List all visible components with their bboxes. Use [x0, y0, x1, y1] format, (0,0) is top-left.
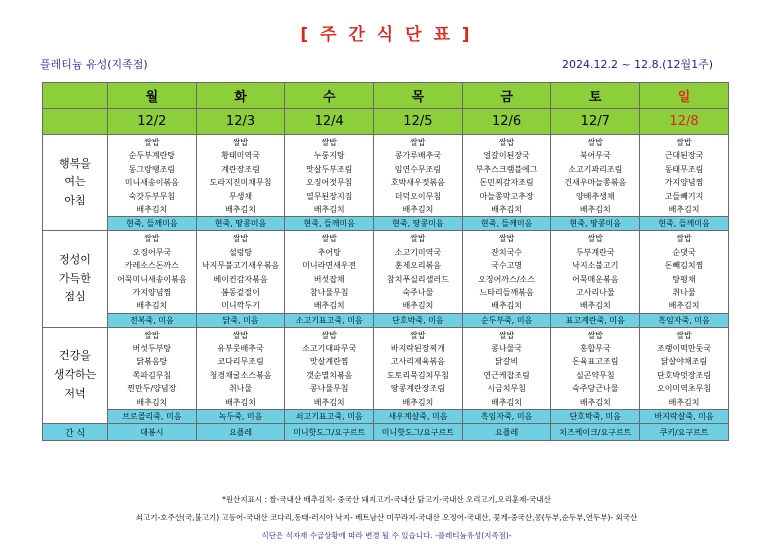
- menu-item: 가지양념찜: [664, 178, 704, 188]
- menu-item: 쌀밥: [676, 234, 692, 244]
- meal-row: [43, 231, 729, 313]
- menu-period: 2024.12.2 ~ 12.8.(12월1주): [561, 58, 713, 71]
- menu-item: 돈민찌감자조림: [479, 178, 534, 188]
- menu-item: 배추김치: [668, 397, 700, 407]
- menu-item: 취나물: [228, 384, 253, 394]
- snack-cell: 미니핫도그/요구르트: [285, 424, 374, 441]
- menu-item: 낙지무불고기새우볶음: [201, 261, 280, 271]
- menu-item: 두부계란국: [575, 247, 615, 257]
- notice: 식단은 식자재 수급상황에 따라 변경 될 수 있습니다. -플레티늄유성(지족점)-: [261, 531, 512, 540]
- meal-cell: [196, 327, 285, 409]
- menu-item: 어묵미니새송이볶음: [117, 274, 187, 284]
- menu-item: 배추김치: [491, 397, 523, 407]
- menu-item: 배추김치: [313, 301, 345, 311]
- meal-cell: [196, 231, 285, 313]
- date-row: [43, 109, 729, 135]
- day-name: 수: [285, 83, 374, 109]
- meal-label-line: 아침: [64, 194, 86, 208]
- meal-label-line: 행복을: [59, 156, 91, 170]
- porridge-cell: 순두부죽, 미음: [462, 313, 551, 327]
- day-name: 토: [551, 83, 640, 109]
- weekly-menu-table: [42, 82, 729, 441]
- menu-item: 쌀밥: [410, 138, 426, 147]
- menu-item: 북어무국: [579, 151, 611, 161]
- menu-item: 호박새우젓볶음: [390, 178, 445, 188]
- menu-item: 고사리나물: [575, 287, 615, 297]
- meal-cell: [196, 135, 285, 217]
- menu-item: 소고기대파무국: [302, 344, 357, 354]
- menu-item: 근대된장국: [664, 151, 704, 161]
- day-date: 12/3: [196, 109, 285, 135]
- menu-item: 건새우마늘쫑볶음: [564, 178, 627, 188]
- snack-cell: 쿠키/요구르트: [640, 424, 729, 441]
- meal-cell: [285, 231, 374, 313]
- store-name: 플레티늄 유성(지족점): [40, 58, 148, 71]
- menu-item: 느타리들깨볶음: [479, 287, 534, 297]
- porridge-cell: 소고기표고죽, 미음: [285, 313, 374, 327]
- menu-item: 미니새송이볶음: [124, 178, 179, 188]
- menu-item: 도라지진미채무침: [209, 178, 272, 188]
- porridge-row: [43, 313, 729, 327]
- menu-item: 봄동겉절이: [221, 287, 260, 297]
- day-date: 12/8: [640, 109, 729, 135]
- meal-label: [43, 231, 108, 327]
- menu-item: 소고기미역국: [394, 247, 442, 257]
- porridge-cell: 전복죽, 미음: [108, 313, 197, 327]
- porridge-cell: 쇠고기표고죽, 미음: [285, 410, 374, 424]
- menu-item: 쌀밥: [676, 330, 692, 340]
- menu-item: 배추김치: [136, 204, 168, 214]
- porridge-cell: 표고계란죽, 미음: [551, 313, 640, 327]
- snack-cell: 요플레: [462, 424, 551, 441]
- menu-item: 청경채굴소스볶음: [209, 370, 272, 380]
- menu-item: 쌀밥: [321, 330, 337, 340]
- porridge-cell: 단호박죽, 미음: [551, 410, 640, 424]
- menu-item: 오징어까스/소스: [478, 274, 535, 284]
- menu-item: 쌀밥: [144, 138, 160, 147]
- menu-item: 배추김치: [402, 397, 434, 407]
- menu-item: 맛살계란찜: [309, 357, 349, 367]
- meal-cell: [462, 231, 551, 313]
- meal-cell: [108, 327, 197, 409]
- menu-item: 오징어젓무침: [306, 178, 353, 188]
- porridge-cell: 현죽, 땅콩미음: [374, 217, 463, 231]
- menu-item: 바지락된장찌개: [390, 344, 445, 354]
- meal-cell: [640, 231, 729, 313]
- menu-item: 추어탕: [317, 247, 341, 257]
- menu-item: 쌀밥: [232, 138, 249, 147]
- menu-item: 땅콩계란장조림: [390, 384, 445, 394]
- menu-item: 배추김치: [225, 204, 256, 214]
- day-name: 금: [462, 83, 551, 109]
- menu-item: 누룽지탕: [313, 151, 345, 161]
- menu-item: 배추김치: [491, 301, 523, 311]
- menu-item: 쌀밥: [498, 138, 515, 147]
- menu-item: 버섯두부탕: [132, 344, 172, 354]
- menu-item: 콩가루배추국: [394, 151, 442, 161]
- porridge-cell: 흑임자죽, 미음: [640, 313, 729, 327]
- meal-cell: [374, 231, 463, 313]
- menu-item: 오이미역초무침: [656, 384, 712, 394]
- menu-item: 얼갈이된장국: [483, 151, 530, 161]
- menu-item: 순댓국: [672, 247, 696, 257]
- menu-item: 배추김치: [136, 301, 168, 311]
- snack-cell: 미니핫도그/요구르트: [374, 424, 463, 441]
- menu-item: 훈제오리볶음: [394, 261, 442, 271]
- meal-label: [43, 135, 108, 231]
- menu-item: 설렁탕: [228, 247, 253, 257]
- menu-item: 취나물: [672, 287, 696, 297]
- menu-item: 쌀밥: [587, 330, 604, 340]
- meal-label-line: 정성이: [59, 252, 91, 266]
- menu-item: 시금치무침: [487, 384, 526, 394]
- day-name: 일: [640, 83, 729, 109]
- day-date: 12/6: [462, 109, 551, 135]
- menu-item: 카레소스돈까스: [124, 261, 179, 271]
- menu-item: 쪽파김무침: [132, 370, 172, 380]
- meal-row: [43, 135, 729, 217]
- meal-cell: [374, 327, 463, 409]
- menu-item: 쌀밥: [232, 330, 249, 340]
- porridge-cell: 현죽, 들깨미음: [640, 217, 729, 231]
- menu-item: 무생채: [228, 191, 253, 201]
- origin-line-2: 쇠고기-호주산(국,불고기) 고등어-국내산 코다리,동태-러시아 낙지- 베트남산 미꾸라지-국내산 오징어-국내산, 꽃게-중국산,콩(두부,순두부,연두부)- 외국산: [135, 513, 638, 522]
- menu-item: 유부뭇배추국: [217, 344, 264, 354]
- menu-item: 숙주나물: [402, 287, 434, 297]
- meal-label-line: 저녁: [64, 386, 86, 400]
- menu-item: 숙주당근나물: [572, 384, 619, 394]
- menu-item: 미니라면새우전: [302, 261, 357, 271]
- porridge-cell: 녹두죽, 미음: [196, 410, 285, 424]
- menu-item: 낙지소불고기: [572, 261, 619, 271]
- porridge-row: [43, 217, 729, 231]
- menu-item: 계란장조림: [221, 164, 260, 174]
- menu-item: 고사리제육볶음: [390, 357, 445, 367]
- day-date: 12/7: [551, 109, 640, 135]
- meal-cell: [640, 135, 729, 217]
- menu-item: 마늘쫑막고추장: [479, 191, 534, 201]
- meal-label-line: 점심: [64, 290, 86, 304]
- day-name: 월: [108, 83, 197, 109]
- menu-item: 숙갓두부무침: [128, 191, 176, 201]
- meal-label-line: 생각하는: [53, 368, 97, 382]
- menu-item: 오징어무국: [132, 247, 172, 257]
- menu-item: 배추김치: [668, 301, 700, 311]
- origin-line-1: *원산지표시 : 쌀-국내산 배추김치- 중국산 돼지고기-국내산 닭고기-국내산 오리고기,오리훈제-국내산: [222, 495, 551, 504]
- menu-item: 쌀밥: [144, 330, 160, 340]
- day-date: 12/2: [108, 109, 197, 135]
- menu-item: 도토리묵김치무침: [386, 370, 449, 380]
- menu-item: 미니깍두기: [221, 301, 260, 311]
- meal-cell: [551, 231, 640, 313]
- porridge-cell: 닭죽, 미음: [196, 313, 285, 327]
- porridge-row: [43, 410, 729, 424]
- porridge-cell: 현죽, 들깨미음: [285, 217, 374, 231]
- meal-cell: [108, 231, 197, 313]
- day-header-row: [43, 83, 729, 109]
- meal-cell: [285, 135, 374, 217]
- menu-item: 조랭이떡만둣국: [656, 344, 712, 354]
- corner-cell: [43, 109, 108, 135]
- meal-cell: [551, 135, 640, 217]
- menu-item: 쌀밥: [498, 330, 515, 340]
- menu-item: 돈빼김치찜: [664, 261, 704, 271]
- meal-cell: [285, 327, 374, 409]
- day-name: 화: [196, 83, 285, 109]
- menu-item: 닭볶음탕: [136, 357, 168, 367]
- menu-item: 배추김치: [579, 204, 611, 214]
- meal-cell: [462, 135, 551, 217]
- porridge-cell: 현죽, 땅콩미음: [551, 217, 640, 231]
- porridge-cell: 바지락살죽, 미음: [640, 410, 729, 424]
- menu-item: 버섯잡채: [313, 274, 345, 284]
- menu-item: 홍합무국: [579, 344, 611, 354]
- menu-item: 동태무조림: [664, 164, 704, 174]
- porridge-cell: 흑임자죽, 미음: [462, 410, 551, 424]
- meal-cell: [374, 135, 463, 217]
- day-name: 목: [374, 83, 463, 109]
- menu-item: 쌀밥: [410, 234, 426, 244]
- menu-item: 참치푸실리샐러드: [386, 274, 449, 284]
- menu-item: 배추김치: [313, 397, 345, 407]
- menu-item: 쌀밥: [410, 330, 426, 340]
- page-title: [ 주 간 식 단 표 ]: [300, 25, 473, 45]
- menu-item: 찐만두/양념장: [127, 384, 177, 394]
- day-date: 12/4: [285, 109, 374, 135]
- meal-row: [43, 327, 729, 409]
- meal-cell: [108, 135, 197, 217]
- menu-item: 연근케찹조림: [483, 370, 530, 380]
- menu-item: 고들빼기지: [664, 191, 704, 201]
- menu-item: 국수고명: [491, 261, 523, 271]
- meal-label-line: 여는: [64, 175, 86, 189]
- menu-item: 동그랑땡조림: [128, 164, 176, 174]
- porridge-cell: 현죽, 들깨미음: [108, 217, 197, 231]
- menu-item: 순두부계란탕: [128, 151, 176, 161]
- menu-item: 돈육표고조림: [572, 357, 619, 367]
- menu-item: 배추김치: [402, 301, 434, 311]
- menu-item: 양배추생채: [575, 191, 615, 201]
- menu-item: 닭갈비: [495, 357, 519, 367]
- meal-cell: [640, 327, 729, 409]
- menu-item: 쌀밥: [676, 138, 692, 147]
- menu-item: 갯순멸치볶음: [306, 370, 353, 380]
- snack-row: [43, 424, 729, 441]
- menu-item: 쌀밥: [321, 138, 337, 147]
- menu-item: 가지양념찜: [132, 287, 172, 297]
- menu-item: 배추김치: [402, 204, 434, 214]
- menu-item: 참나물무침: [309, 287, 349, 297]
- menu-item: 잔치국수: [491, 247, 523, 257]
- porridge-cell: 단호박죽, 미음: [374, 313, 463, 327]
- meal-cell: [551, 327, 640, 409]
- menu-item: 임연수무조림: [394, 164, 442, 174]
- menu-item: 맛살두부조림: [306, 164, 353, 174]
- menu-item: 코다리무조림: [217, 357, 264, 367]
- meal-label-line: 가득한: [59, 271, 91, 285]
- menu-item: 더덕오이무침: [394, 191, 442, 201]
- menu-item: 실곤약무침: [575, 370, 615, 380]
- day-date: 12/5: [374, 109, 463, 135]
- menu-item: 쌀밥: [144, 234, 160, 244]
- porridge-cell: 현죽, 들깨미음: [462, 217, 551, 231]
- snack-cell: 대봉시: [108, 424, 197, 441]
- meal-label-line: 건강을: [59, 349, 91, 363]
- menu-item: 배추김치: [136, 397, 168, 407]
- menu-item: 배추김치: [579, 301, 611, 311]
- menu-item: 콩나물국: [491, 344, 523, 354]
- menu-item: 닭살야채조림: [660, 357, 708, 367]
- menu-item: 베이컨감자볶음: [213, 274, 268, 284]
- menu-item: 소고기꽈리조림: [568, 164, 623, 174]
- meal-label: [43, 327, 108, 423]
- porridge-cell: 새우계살죽, 미음: [374, 410, 463, 424]
- menu-item: 부추스크램블에그: [475, 164, 538, 174]
- meal-cell: [462, 327, 551, 409]
- menu-item: 배추김치: [579, 397, 611, 407]
- menu-item: 탕평채: [672, 274, 696, 284]
- menu-item: 배추김치: [313, 204, 345, 214]
- corner-cell: [43, 83, 108, 109]
- menu-item: 쌀밥: [321, 234, 337, 244]
- porridge-cell: 현죽, 땅콩미음: [196, 217, 285, 231]
- menu-item: 쌀밥: [232, 234, 249, 244]
- menu-item: 쌀밥: [587, 138, 604, 147]
- snack-cell: 치즈케이크/요구르트: [551, 424, 640, 441]
- menu-item: 쌀밥: [498, 234, 515, 244]
- snack-label: 간 식: [43, 424, 108, 441]
- menu-item: 배추김치: [225, 397, 256, 407]
- porridge-cell: 브로콜리죽, 미음: [108, 410, 197, 424]
- menu-item: 단호박멋장조림: [656, 370, 712, 380]
- menu-item: 배추김치: [491, 204, 523, 214]
- menu-item: 황태미역국: [221, 151, 260, 161]
- menu-item: 콩나물무침: [309, 384, 349, 394]
- menu-item: 배추김치: [668, 204, 700, 214]
- menu-item: 쌀밥: [587, 234, 604, 244]
- snack-cell: 요플레: [196, 424, 285, 441]
- menu-item: 어묵매운볶음: [572, 274, 619, 284]
- menu-item: 열무된장지짐: [306, 191, 353, 201]
